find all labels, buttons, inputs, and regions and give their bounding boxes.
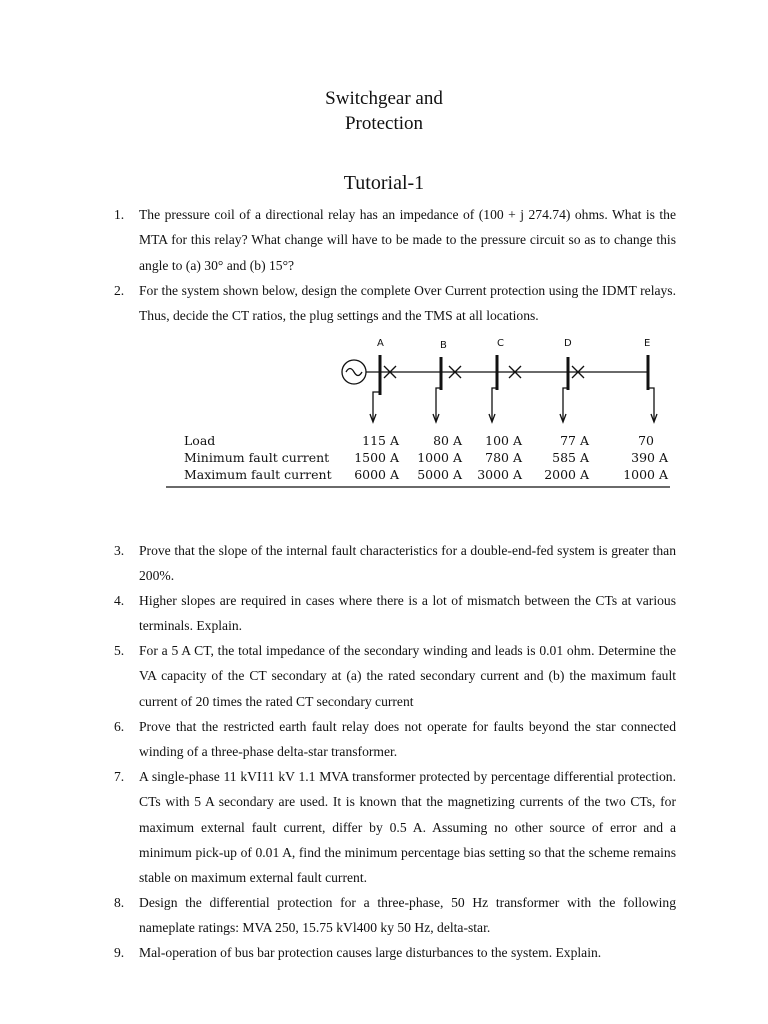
row-label: Maximum fault current	[184, 467, 332, 482]
load-arrow-a	[370, 392, 380, 422]
cell: 1500 A	[354, 450, 399, 465]
question-6	[114, 714, 676, 765]
cell: 5000 A	[417, 467, 462, 482]
row-label: Load	[184, 433, 216, 448]
cell: 1000 A	[623, 467, 668, 482]
question-text: Prove that the restricted earth fault relay does not operate for faults beyond the star connected winding of a three-phase delta-star transformer.	[139, 719, 676, 760]
question-text: For the system shown below, design the complete Over Current protection using the IDMT relays. Thus, decide the CT ratios, the plug settings and the TMS at all locations.	[139, 283, 676, 324]
tutorial-heading: Tutorial-1	[343, 172, 425, 194]
cell: 390 A	[631, 450, 668, 465]
question-text: The pressure coil of a directional relay has an impedance of (100 + j 274.74) ohms. What is the MTA for this relay? What change will have to be made to the pressure circuit so as to change this angle to (a) 30° and (b) 15°?	[139, 207, 676, 273]
title-line-1: Switchgear and	[325, 88, 443, 109]
question-text: A single-phase 11 kVI11 kV 1.1 MVA transformer protected by percentage differential protection. CTs with 5 A secondary are used. It is known that the magnetizing currents of the two CTs, for maximum external fault current, differ by 0.5 A. Assuming no other source of error and a minimum pick-up of 0.01 A, find the minimum percentage bias setting so that the scheme remains stable on maximum external fault current.	[139, 769, 676, 886]
cell: 6000 A	[354, 467, 399, 482]
question-7	[114, 764, 676, 890]
cell: 115 A	[362, 433, 399, 448]
cell: 70	[638, 433, 654, 448]
question-number: 9.	[114, 945, 125, 960]
title-line-2: Protection	[344, 113, 424, 134]
cell: 3000 A	[477, 467, 522, 482]
question-5	[114, 638, 676, 714]
cell: 80 A	[433, 433, 462, 448]
question-2	[114, 278, 676, 329]
bus-label-c: C	[497, 338, 504, 349]
single-line-diagram	[0, 330, 768, 520]
question-number: 8.	[114, 895, 125, 910]
load-arrow-b	[433, 388, 441, 422]
question-8	[114, 890, 676, 941]
bus-label-b: B	[440, 340, 447, 351]
question-number: 6.	[114, 719, 125, 734]
cell: 780 A	[485, 450, 522, 465]
load-arrow-c	[489, 388, 497, 422]
question-number: 1.	[114, 207, 125, 222]
question-number: 3.	[114, 543, 125, 558]
table-row	[0, 467, 768, 484]
cell: 100 A	[485, 433, 522, 448]
question-text: Higher slopes are required in cases where there is a lot of mismatch between the CTs at various terminals. Explain.	[139, 593, 676, 634]
question-number: 4.	[114, 593, 125, 608]
load-arrow-d	[560, 388, 568, 422]
row-label: Minimum fault current	[184, 450, 330, 465]
question-text: Mal-operation of bus bar protection causes large disturbances to the system. Explain.	[139, 945, 602, 960]
question-text: Design the differential protection for a three-phase, 50 Hz transformer with the following nameplate ratings: MVA 250, 15.75 kVl400 ky 50 Hz, delta-star.	[139, 895, 676, 936]
question-text: For a 5 A CT, the total impedance of the secondary winding and leads is 0.01 ohm. Determine the VA capacity of the CT secondary at (a) the rated secondary current and (b) the maximum fault current of 20 times the rated CT secondary current	[139, 643, 676, 709]
load-arrow-e	[648, 388, 657, 422]
question-3	[114, 538, 676, 589]
question-number: 7.	[114, 769, 125, 784]
bus-label-e: E	[644, 338, 651, 349]
bus-label-a: A	[377, 338, 384, 349]
table-row	[0, 450, 768, 467]
question-9	[114, 940, 676, 965]
cell: 1000 A	[417, 450, 462, 465]
cell: 585 A	[552, 450, 589, 465]
generator-sine-icon	[346, 369, 362, 376]
question-4	[114, 588, 676, 639]
question-number: 2.	[114, 283, 125, 298]
question-number: 5.	[114, 643, 125, 658]
cell: 2000 A	[544, 467, 589, 482]
table-row	[0, 433, 768, 450]
bus-label-d: D	[564, 338, 572, 349]
question-text: Prove that the slope of the internal fault characteristics for a double-end-fed system is greater than 200%.	[139, 543, 676, 584]
question-1	[114, 202, 676, 278]
cell: 77 A	[560, 433, 589, 448]
